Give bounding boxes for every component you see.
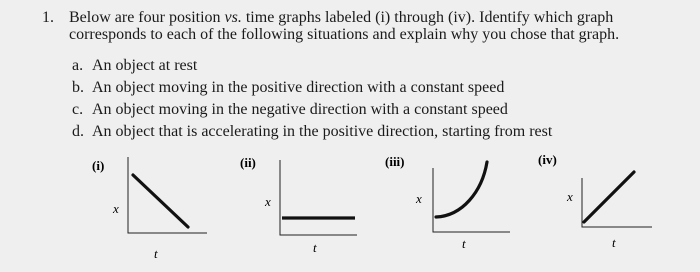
option-b-letter: b.: [72, 79, 84, 96]
question-number: 1.: [42, 9, 54, 26]
graph-iv-curve: [584, 172, 634, 222]
question-text-part1: Below are four position: [69, 9, 225, 26]
option-b-text: An object moving in the positive direction with a constant speed: [92, 79, 505, 96]
option-c-text: An object moving in the negative direction with a constant speed: [92, 101, 508, 118]
option-a-text: An object at rest: [92, 57, 198, 74]
graph-iii-label: (iii): [385, 154, 405, 169]
option-d-text: An object that is accelerating in the positive direction, starting from rest: [92, 123, 553, 140]
graph-iv-label: (iv): [538, 152, 557, 167]
graph-iv-t-axis-label: t: [612, 235, 616, 250]
question-vs: vs.: [224, 9, 242, 26]
graph-iii-t-axis-label: t: [462, 236, 466, 251]
graph-iv-x-axis-label: x: [567, 189, 573, 204]
graph-i-axes: [128, 157, 207, 233]
graph-i-x-axis-label: x: [113, 201, 119, 216]
graph-i-label: (i): [92, 158, 105, 173]
graph-iv-axes: [582, 178, 652, 227]
graph-ii-axes: [280, 160, 357, 235]
graph-ii-label: (ii): [240, 155, 256, 170]
graph-ii: [240, 155, 357, 255]
graph-ii-t-axis-label: t: [313, 240, 317, 255]
graph-iii-x-axis-label: x: [416, 191, 422, 206]
question-text-part2: time graphs labeled (i) through (iv). Identify which graph corresponds to each of the following situations and explain why you chose that graph.: [69, 9, 620, 43]
graph-iii-curve: [436, 162, 487, 217]
option-c-letter: c.: [72, 101, 84, 118]
graph-ii-x-axis-label: x: [265, 194, 271, 209]
option-d-letter: d.: [72, 123, 84, 140]
graph-iv: [538, 152, 652, 250]
graph-i-t-axis-label: t: [154, 246, 158, 261]
graph-i-curve: [133, 175, 188, 227]
graph-iii: [385, 154, 510, 251]
option-a-letter: a.: [72, 57, 84, 74]
graph-i: [92, 157, 207, 261]
